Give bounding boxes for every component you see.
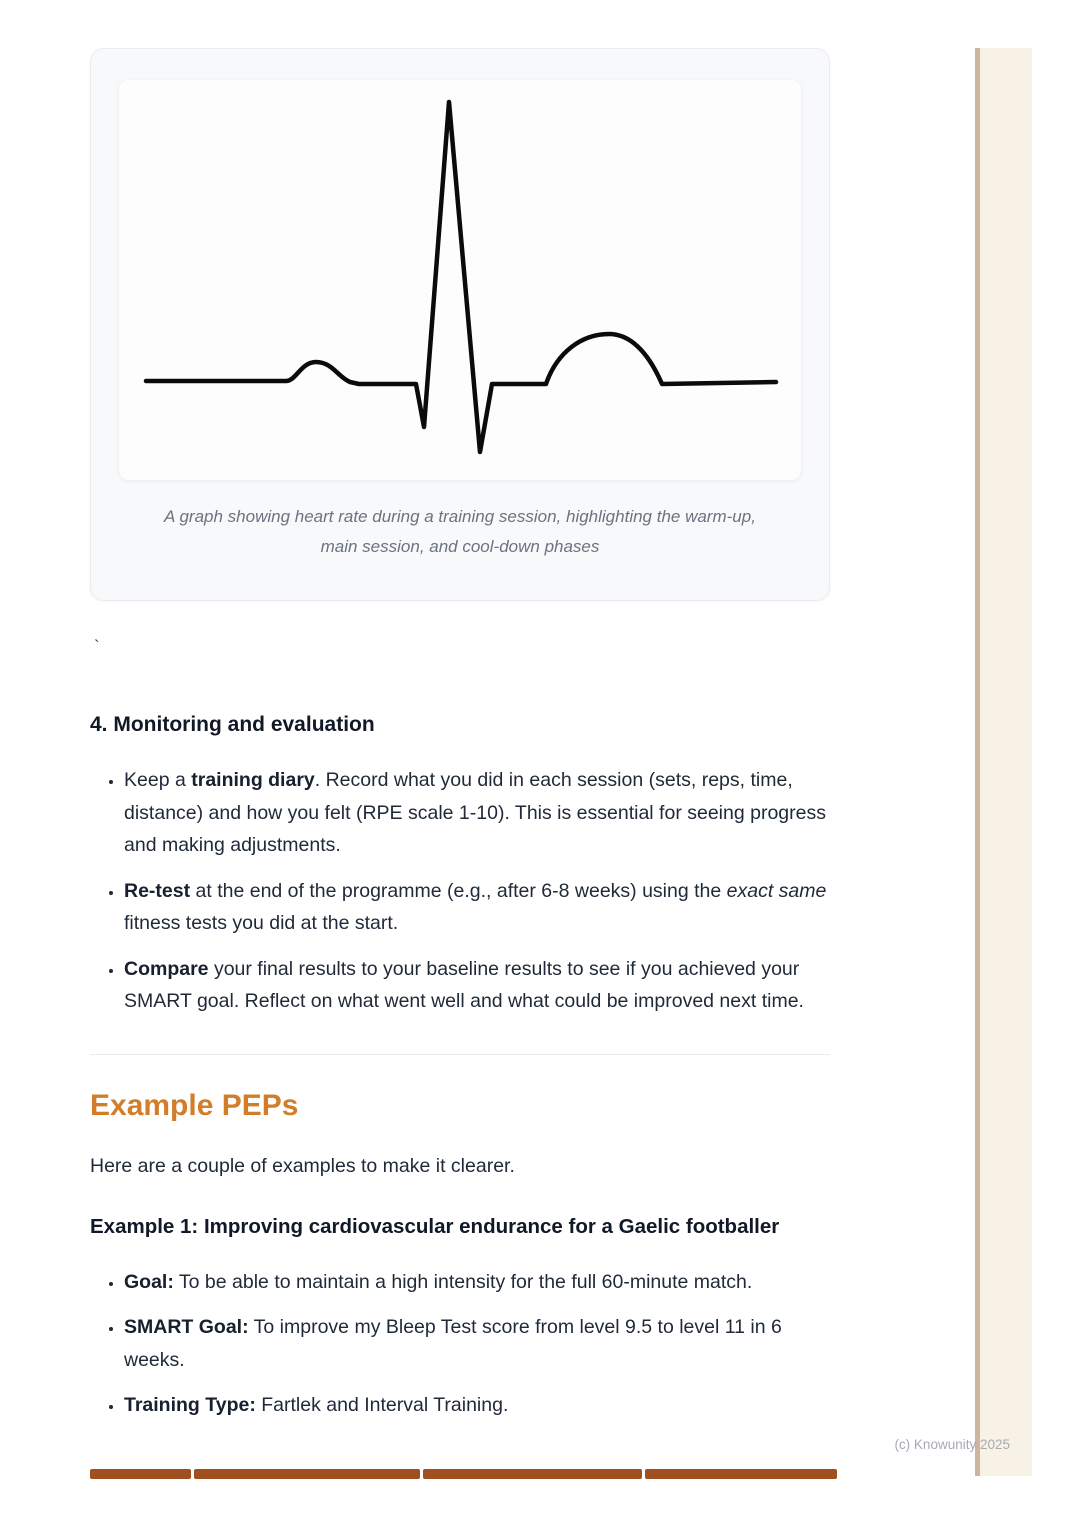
bullet-text: . Record what you did in each session (sets, reps, time, distance) and how you felt (RPE scale 1-10). This is essential for seeing progress and making adjustments. — [124, 769, 826, 856]
bullet-text: Fartlek and Interval Training. — [255, 1394, 509, 1416]
section-heading-monitoring: 4. Monitoring and evaluation — [90, 713, 375, 736]
bold-text: Re-test — [124, 879, 191, 902]
example1-list — [90, 1266, 830, 1422]
list-item — [124, 1266, 830, 1299]
content-column — [90, 48, 830, 1435]
bullet-text: Keep a — [124, 769, 192, 791]
ecg-image-frame — [119, 80, 801, 480]
bar-segment — [90, 1469, 191, 1479]
list-item — [124, 953, 830, 1018]
bold-label: Goal: — [124, 1270, 174, 1293]
intro-paragraph: Here are a couple of examples to make it clearer. — [90, 1154, 515, 1177]
bold-text: Compare — [124, 957, 209, 980]
copyright-watermark: (c) Knowunity 2025 — [894, 1437, 1010, 1452]
bar-segment — [645, 1469, 837, 1479]
image-caption: A graph showing heart rate during a training session, highlighting the warm-up, main session, and cool-down phases — [164, 507, 756, 556]
heart-rate-graphic — [119, 80, 801, 480]
section-divider — [90, 1054, 830, 1055]
example1-heading: Example 1: Improving cardiovascular endurance for a Gaelic footballer — [90, 1214, 780, 1238]
list-item — [124, 1311, 830, 1376]
list-item — [124, 875, 830, 940]
bullet-text: your final results to your baseline results to see if you achieved your SMART goal. Reflect on what went well and what could be improved next time. — [124, 957, 804, 1012]
list-item — [124, 764, 830, 862]
monitoring-list — [90, 764, 830, 1018]
footer-progress-bar — [90, 1469, 837, 1479]
bar-segment — [423, 1469, 642, 1479]
bullet-text: fitness tests you did at the start. — [124, 912, 399, 934]
right-accent-bar — [975, 48, 1032, 1476]
italic-text: exact same — [726, 879, 827, 902]
bullet-text: at the end of the programme (e.g., after 6-8 weeks) using the — [190, 879, 727, 902]
image-card — [90, 48, 830, 601]
list-item — [124, 1389, 830, 1422]
bold-label: SMART Goal: — [124, 1316, 249, 1338]
stray-backtick: ` — [94, 637, 100, 656]
bold-text: training diary — [191, 769, 315, 791]
page-title-example-peps: Example PEPs — [90, 1088, 299, 1122]
bold-label: Training Type: — [124, 1394, 256, 1416]
bullet-text: To improve my Bleep Test score from level 9.5 to level 11 in 6 weeks. — [124, 1316, 782, 1371]
bar-segment — [194, 1469, 420, 1479]
bullet-text: To be able to maintain a high intensity for the full 60-minute match. — [173, 1270, 753, 1293]
